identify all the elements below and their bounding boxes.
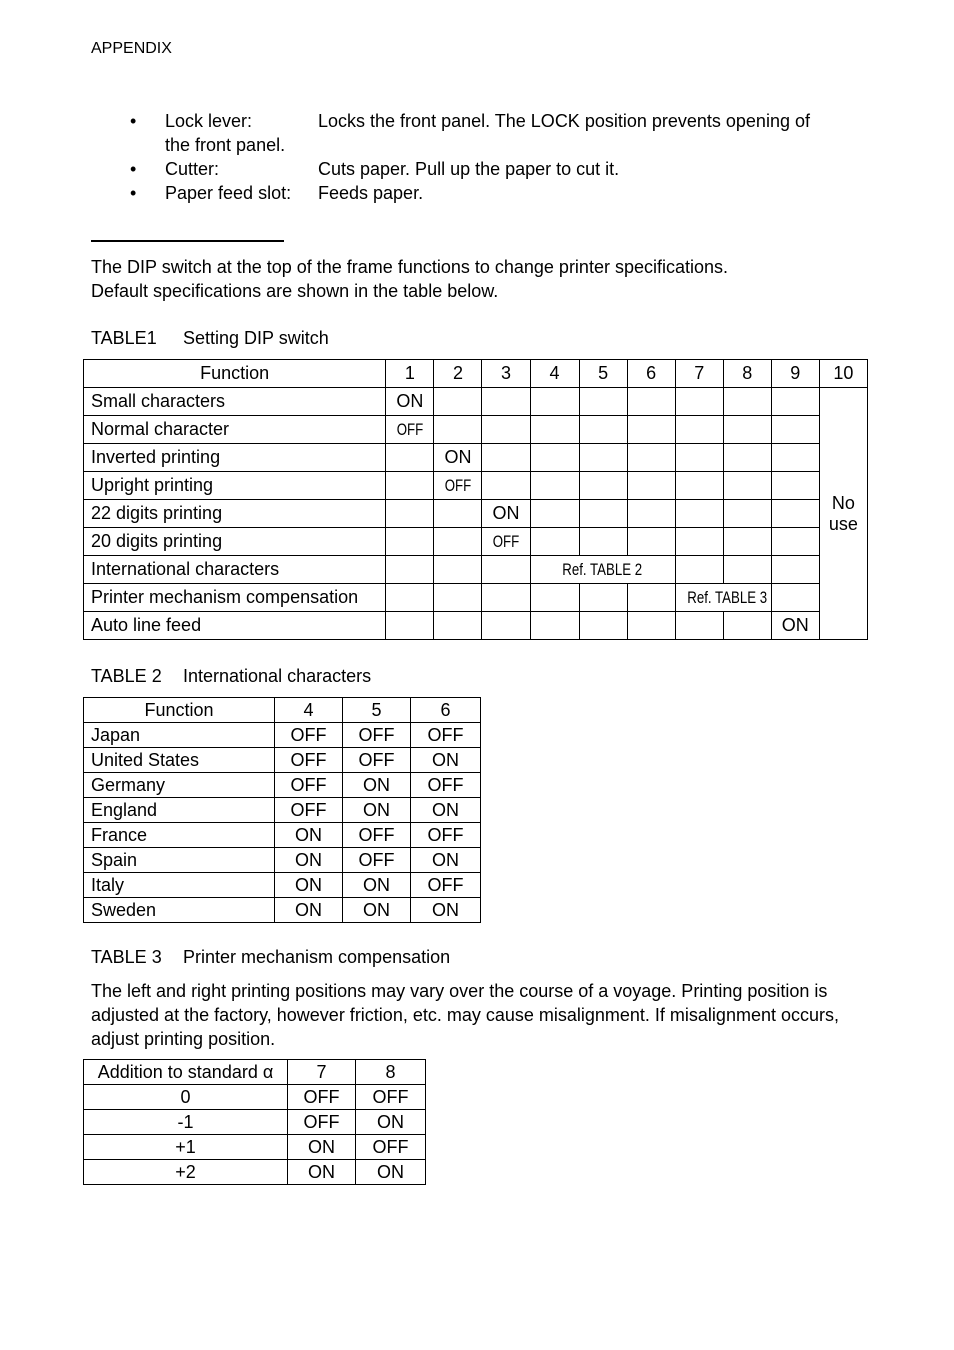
setting-cell: ON (275, 848, 343, 873)
setting-cell: Ref. TABLE 2 (530, 556, 675, 584)
table3-title: Printer mechanism compensation (183, 947, 451, 967)
function-cell: Auto line feed (84, 612, 386, 640)
table1-title: Setting DIP switch (183, 328, 329, 348)
country-cell: Japan (84, 723, 275, 748)
country-cell: Germany (84, 773, 275, 798)
header-cell: Function (84, 698, 275, 723)
header-cell: 5 (579, 360, 627, 388)
intro-line: Default specifications are shown in the table below. (91, 281, 499, 301)
setting-cell: ON (771, 612, 819, 640)
header-cell: 3 (482, 360, 530, 388)
setting-cell: OFF (356, 1085, 426, 1110)
country-cell: United States (84, 748, 275, 773)
table-header-row (84, 360, 868, 388)
setting-cell: OFF (275, 748, 343, 773)
page-header: APPENDIX (91, 40, 172, 57)
table-row (84, 528, 868, 556)
addition-cell: +1 (84, 1135, 288, 1160)
header-cell: 2 (434, 360, 482, 388)
setting-cell: ON (411, 748, 481, 773)
setting-cell: OFF (411, 873, 481, 898)
table-row (84, 444, 868, 472)
setting-cell: OFF (343, 848, 411, 873)
bullet-item (130, 181, 850, 205)
addition-cell: 0 (84, 1085, 288, 1110)
header-cell: 8 (723, 360, 771, 388)
setting-cell: Ref. TABLE 3 (675, 584, 771, 612)
table1-label: TABLE1 (91, 328, 157, 348)
setting-cell: OFF (482, 528, 530, 556)
international-characters-table (83, 697, 481, 923)
setting-cell: ON (275, 873, 343, 898)
country-cell: Sweden (84, 898, 275, 923)
dip-switch-table (83, 359, 868, 640)
setting-cell: ON (411, 798, 481, 823)
bullet-term: Cutter: (165, 159, 220, 179)
table-row (84, 773, 481, 798)
setting-cell: ON (356, 1110, 426, 1135)
table-row (84, 823, 481, 848)
table-row (84, 416, 868, 444)
setting-cell: ON (343, 773, 411, 798)
header-cell: 6 (411, 698, 481, 723)
table-row (84, 848, 481, 873)
bullet-item (130, 157, 850, 181)
setting-cell: ON (482, 500, 530, 528)
setting-cell: ON (343, 798, 411, 823)
country-cell: England (84, 798, 275, 823)
setting-cell: ON (356, 1160, 426, 1185)
header-cell: 6 (627, 360, 675, 388)
table-row (84, 584, 868, 612)
bullet-desc: Locks the front panel. The LOCK position prevents opening of (318, 111, 810, 131)
function-cell: Inverted printing (84, 444, 386, 472)
bullet-icon: • (130, 111, 137, 131)
bullet-desc: Cuts paper. Pull up the paper to cut it. (318, 159, 620, 179)
section-divider (91, 240, 284, 242)
table-row (84, 556, 868, 584)
table-row (84, 1110, 426, 1135)
bullet-list (130, 109, 850, 205)
setting-cell: OFF (434, 472, 482, 500)
setting-cell: OFF (411, 773, 481, 798)
header-cell: 8 (356, 1060, 426, 1085)
table2-caption (91, 666, 371, 687)
header-cell: 5 (343, 698, 411, 723)
country-cell: Spain (84, 848, 275, 873)
setting-cell: ON (275, 898, 343, 923)
bullet-term: Lock lever: (165, 111, 253, 131)
table-row (84, 723, 481, 748)
addition-cell: -1 (84, 1110, 288, 1135)
setting-cell: OFF (275, 798, 343, 823)
header-cell: 4 (530, 360, 579, 388)
setting-cell: ON (343, 873, 411, 898)
table-header-row (84, 1060, 426, 1085)
function-cell: 22 digits printing (84, 500, 386, 528)
header-cell: 4 (275, 698, 343, 723)
country-cell: France (84, 823, 275, 848)
header-cell: 1 (386, 360, 434, 388)
table-row (84, 472, 868, 500)
bullet-desc-continued: the front panel. (165, 135, 286, 155)
setting-cell: ON (434, 444, 482, 472)
setting-cell: OFF (343, 723, 411, 748)
table-row (84, 798, 481, 823)
table3-description: The left and right printing positions may vary over the course of a voyage. Printing position is adjusted at the factory, however friction, etc. may cause misalignment. If misalignment occurs, adjust printing position. (91, 981, 839, 1049)
setting-cell: OFF (411, 823, 481, 848)
table-header-row (84, 698, 481, 723)
header-cell: 7 (675, 360, 723, 388)
setting-cell: OFF (386, 416, 434, 444)
setting-cell: ON (288, 1160, 356, 1185)
header-cell: Function (84, 360, 386, 388)
table2-label: TABLE 2 (91, 666, 162, 686)
printer-compensation-table (83, 1059, 426, 1185)
function-cell: Small characters (84, 388, 386, 416)
table1-caption (91, 328, 329, 349)
function-cell: Upright printing (84, 472, 386, 500)
table-row (84, 1160, 426, 1185)
function-cell: 20 digits printing (84, 528, 386, 556)
setting-cell: OFF (343, 748, 411, 773)
setting-cell: OFF (288, 1085, 356, 1110)
table-row (84, 898, 481, 923)
no-use-line: No (831, 492, 855, 513)
table-row (84, 873, 481, 898)
table3-caption (91, 947, 450, 968)
no-use-cell (819, 388, 867, 640)
header-cell: 7 (288, 1060, 356, 1085)
header-cell: 9 (771, 360, 819, 388)
bullet-desc: Feeds paper. (318, 183, 424, 203)
header-cell: 10 (819, 360, 867, 388)
bullet-icon: • (130, 183, 137, 203)
function-cell: Printer mechanism compensation (84, 584, 386, 612)
table-row (84, 612, 868, 640)
addition-cell: +2 (84, 1160, 288, 1185)
bullet-icon: • (130, 159, 137, 179)
table2-title: International characters (183, 666, 372, 686)
table-row (84, 1135, 426, 1160)
function-cell: Normal character (84, 416, 386, 444)
setting-cell: OFF (356, 1135, 426, 1160)
table-row (84, 388, 868, 416)
setting-cell: ON (288, 1135, 356, 1160)
setting-cell: ON (343, 898, 411, 923)
bullet-item (130, 109, 850, 157)
table-row (84, 748, 481, 773)
country-cell: Italy (84, 873, 275, 898)
header-cell: Addition to standard α (84, 1060, 288, 1085)
table3-label: TABLE 3 (91, 947, 162, 967)
setting-cell: OFF (275, 723, 343, 748)
setting-cell: ON (275, 823, 343, 848)
setting-cell: OFF (288, 1110, 356, 1135)
setting-cell: ON (411, 898, 481, 923)
table-row (84, 1085, 426, 1110)
setting-cell: ON (411, 848, 481, 873)
no-use-line: use (828, 513, 858, 534)
setting-cell: OFF (411, 723, 481, 748)
setting-cell: OFF (275, 773, 343, 798)
function-cell: International characters (84, 556, 386, 584)
bullet-term: Paper feed slot: (165, 183, 292, 203)
table-row (84, 500, 868, 528)
intro-paragraph (91, 255, 728, 303)
setting-cell: OFF (343, 823, 411, 848)
intro-line: The DIP switch at the top of the frame functions to change printer specifications. (91, 257, 729, 277)
setting-cell: ON (386, 388, 434, 416)
